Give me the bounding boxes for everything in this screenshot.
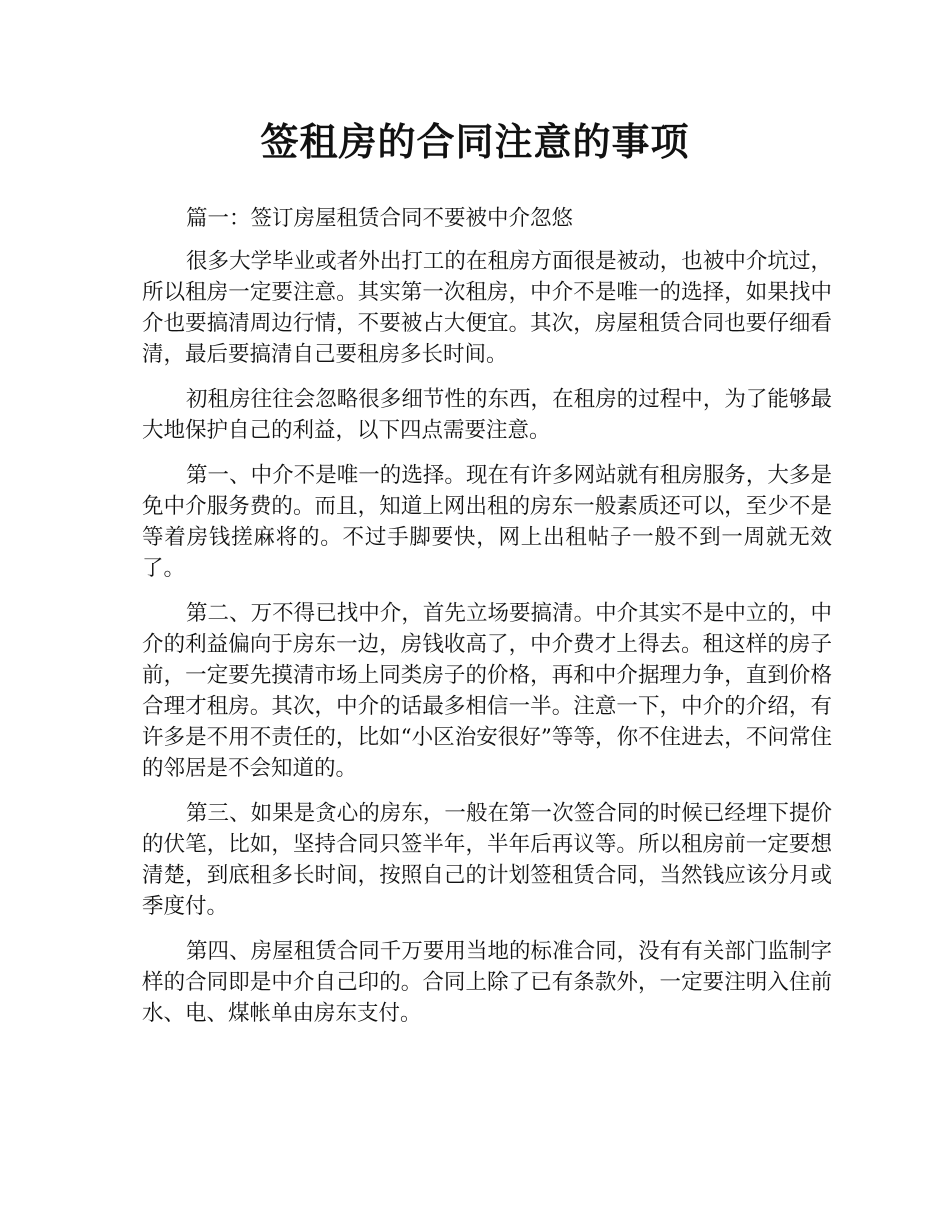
paragraph-point-1: 第一、中介不是唯一的选择。现在有许多网站就有租房服务，大多是免中介服务费的。而且，知道上网出租的房东一般素质还可以，至少不是等着房钱搓麻将的。不过手脚要快，网上出租帖子一般不到一周就无效了。 — [142, 463, 832, 581]
section-heading: 篇一：签订房屋租赁合同不要被中介忽悠 — [186, 206, 574, 231]
paragraph-point-2: 第二、万不得已找中介，首先立场要搞清。中介其实不是中立的，中介的利益偏向于房东一边，房钱收高了，中介费才上得去。租这样的房子前，一定要先摸清市场上同类房子的价格，再和中介据理力争，直到价格合理才租房。其次，中介的话最多相信一半。注意一下，中介的介绍，有许多是不用不责任的，比如“小区治安很好”等等，你不住进去，不问常住的邻居是不会知道的。 — [142, 601, 832, 781]
paragraph-overview: 初租房往往会忽略很多细节性的东西，在租房的过程中，为了能够最大地保护自己的利益，以下四点需要注意。 — [142, 387, 832, 443]
document-body — [142, 203, 832, 1043]
paragraph-point-3: 第三、如果是贪心的房东，一般在第一次签合同的时候已经埋下提价的伏笔，比如，坚持合同只签半年，半年后再议等。所以租房前一定要想清楚，到底租多长时间，按照自己的计划签租赁合同，当然钱应该分月或季度付。 — [142, 801, 832, 919]
document-title: 签租房的合同注意的事项 — [260, 120, 690, 164]
paragraph-point-4: 第四、房屋租赁合同千万要用当地的标准合同，没有有关部门监制字样的合同即是中介自己印的。合同上除了已有条款外，一定要注明入住前水、电、煤帐单由房东支付。 — [142, 939, 832, 1026]
paragraph-intro: 很多大学毕业或者外出打工的在租房方面很是被动，也被中介坑过，所以租房一定要注意。其实第一次租房，中介不是唯一的选择，如果找中介也要搞清周边行情，不要被占大便宜。其次，房屋租赁合同也要仔细看清，最后要搞清自己要租房多长时间。 — [142, 249, 832, 367]
